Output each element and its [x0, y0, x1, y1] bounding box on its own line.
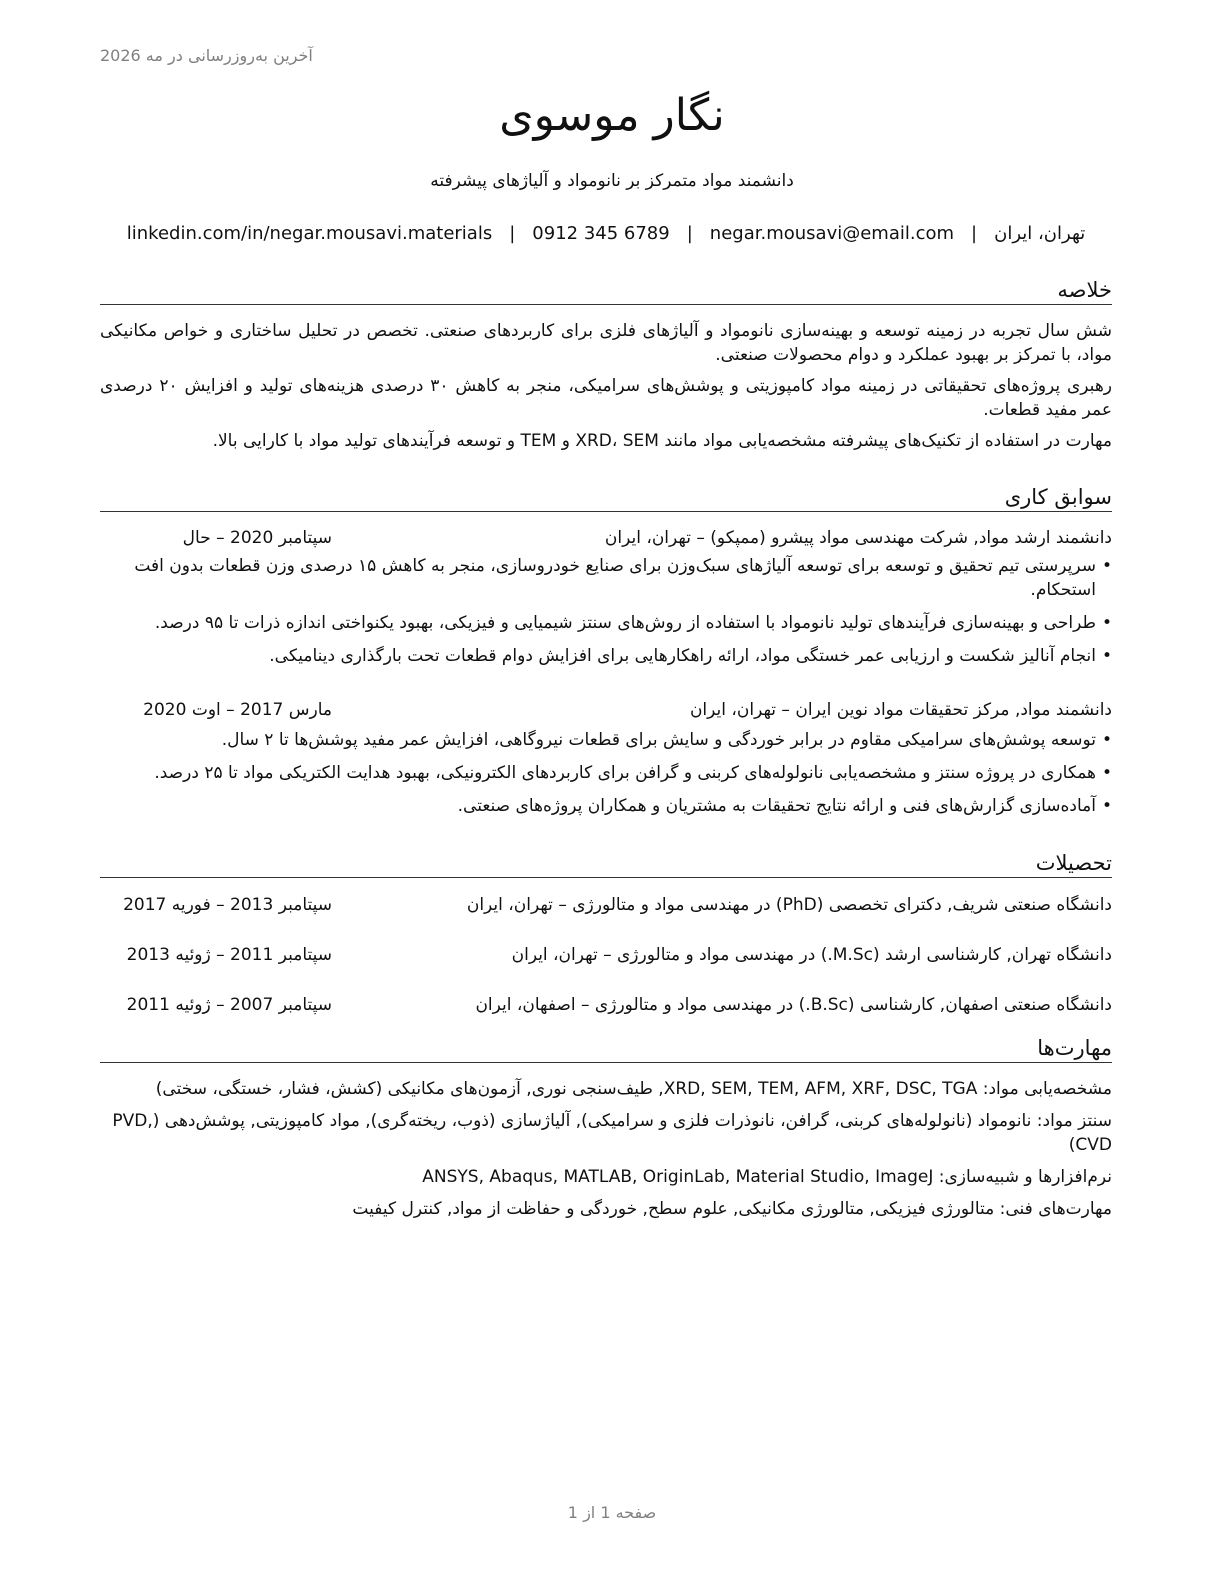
education-date: سپتامبر 2007 – ژوئیه 2011: [126, 995, 332, 1015]
experience-section: [100, 483, 1112, 818]
education-date: سپتامبر 2013 – فوریه 2017: [123, 895, 332, 915]
contact-location: تهران، ایران: [994, 223, 1086, 244]
contact-separator: |: [971, 223, 978, 244]
last-updated-note: آخرین به‌روزرسانی در مه 2026: [100, 46, 313, 65]
summary-section: [100, 276, 1112, 453]
job-bullets: [100, 554, 1112, 668]
skill-line: مشخصه‌یابی مواد: XRD, SEM, TEM, AFM, XRF, DSC, TGA, طیف‌سنجی نوری, آزمون‌های مکانیکی (کشش، فشار، خستگی، سختی): [155, 1079, 1112, 1099]
job-bullet: • طراحی و بهینه‌سازی فرآیندهای تولید نانومواد با استفاده از روش‌های سنتز شیمیایی و فیزیکی، بهبود یکنواختی اندازه ذرات تا ۹۵ درصد.: [100, 611, 1112, 635]
job-bullets: [100, 728, 1112, 818]
section-title-skills: مهارت‌ها: [100, 1034, 1112, 1063]
job-bullet: • همکاری در پروژه سنتز و مشخصه‌یابی نانولوله‌های کربنی و گرافن برای کاربردهای الکترونیکی، بهبود هدایت الکتریکی مواد تا ۲۵ درصد.: [100, 761, 1112, 785]
job-entry: [100, 698, 1112, 818]
skills-section: [100, 1034, 1112, 1221]
job-date: مارس 2017 – اوت 2020: [143, 700, 332, 720]
job-title: دانشمند ارشد مواد, شرکت مهندسی مواد پیشرو (ممپکو) – تهران، ایران: [604, 528, 1112, 548]
skill-line: مهارت‌های فنی: متالورژی فیزیکی, متالورژی مکانیکی, علوم سطح, خوردگی و حفاظت از مواد, کنترل کیفیت: [352, 1199, 1112, 1219]
contact-separator: |: [686, 223, 693, 244]
candidate-headline: دانشمند مواد متمرکز بر نانومواد و آلیاژهای پیشرفته: [430, 171, 794, 191]
education-title: دانشگاه تهران, کارشناسی ارشد (M.Sc.) در مهندسی مواد و متالورژی – تهران، ایران: [511, 945, 1112, 965]
section-title-education: تحصیلات: [100, 849, 1112, 878]
candidate-name: نگار موسوی: [499, 90, 725, 141]
summary-paragraph: رهبری پروژه‌های تحقیقاتی در زمینه مواد کامپوزیتی و پوشش‌های سرامیکی، منجر به کاهش ۳۰ درصدی هزینه‌های تولید و افزایش ۲۰ درصدی عمر مفید قطعات.: [100, 376, 1112, 420]
section-title-summary: خلاصه: [100, 276, 1112, 305]
job-bullet: • توسعه پوشش‌های سرامیکی مقاوم در برابر خوردگی و سایش برای قطعات نیروگاهی، افزایش عمر مفید پوشش‌ها تا ۲ سال.: [100, 728, 1112, 752]
job-bullet: • آماده‌سازی گزارش‌های فنی و ارائه نتایج تحقیقات به مشتریان و همکاران پروژه‌های صنعتی.: [100, 794, 1112, 818]
job-title: دانشمند مواد, مرکز تحقیقات مواد نوین ایران – تهران، ایران: [689, 700, 1112, 720]
job-date: سپتامبر 2020 – حال: [182, 528, 332, 548]
job-bullet: • سرپرستی تیم تحقیق و توسعه برای توسعه آلیاژهای سبک‌وزن برای صنایع خودروسازی، منجر به کاهش ۱۵ درصدی وزن قطعات بدون افت استحکام.: [100, 554, 1112, 602]
education-title: دانشگاه صنعتی شریف, دکترای تخصصی (PhD) در مهندسی مواد و متالورژی – تهران، ایران: [466, 895, 1112, 915]
job-header: [100, 526, 1112, 550]
education-item: [100, 993, 1112, 1017]
page-number: صفحه 1 از 1: [567, 1503, 657, 1522]
education-title: دانشگاه صنعتی اصفهان, کارشناسی (B.Sc.) در مهندسی مواد و متالورژی – اصفهان، ایران: [475, 995, 1112, 1015]
job-bullet: • انجام آنالیز شکست و ارزیابی عمر خستگی مواد، ارائه راهکارهایی برای افزایش دوام قطعات تحت بارگذاری دینامیکی.: [100, 644, 1112, 668]
contact-line: [100, 223, 1112, 244]
job-entry: [100, 526, 1112, 668]
section-title-experience: سوابق کاری: [100, 483, 1112, 512]
summary-paragraph: مهارت در استفاده از تکنیک‌های پیشرفته مشخصه‌یابی مواد مانند XRD، SEM و TEM و توسعه فرآیندهای تولید مواد با کارایی بالا.: [212, 431, 1112, 451]
skill-line: نرم‌افزارها و شبیه‌سازی: ANSYS, Abaqus, MATLAB, OriginLab, Material Studio, ImageJ: [422, 1167, 1112, 1187]
job-header: [100, 698, 1112, 722]
summary-paragraph: شش سال تجربه در زمینه توسعه و بهینه‌سازی نانومواد و آلیاژهای فلزی برای کاربردهای صنعتی. تخصص در تحلیل ساختاری و خواص مکانیکی مواد، با تمرکز بر بهبود عملکرد و دوام محصولات صنعتی.: [100, 321, 1112, 365]
contact-linkedin[interactable]: linkedin.com/in/negar.mousavi.materials: [126, 223, 493, 244]
skill-line: سنتز مواد: نانومواد (نانولوله‌های کربنی، گرافن، نانوذرات فلزی و سرامیکی), آلیاژسازی (ذوب، ریخته‌گری), مواد کامپوزیتی, پوشش‌دهی (PVD, CVD): [112, 1111, 1112, 1155]
contact-email[interactable]: negar.mousavi@email.com: [709, 223, 955, 244]
education-item: [100, 893, 1112, 917]
education-section: [100, 849, 1112, 1017]
contact-separator: |: [509, 223, 516, 244]
education-item: [100, 943, 1112, 967]
education-date: سپتامبر 2011 – ژوئیه 2013: [126, 945, 332, 965]
contact-phone[interactable]: 0912 345 6789: [532, 223, 670, 244]
